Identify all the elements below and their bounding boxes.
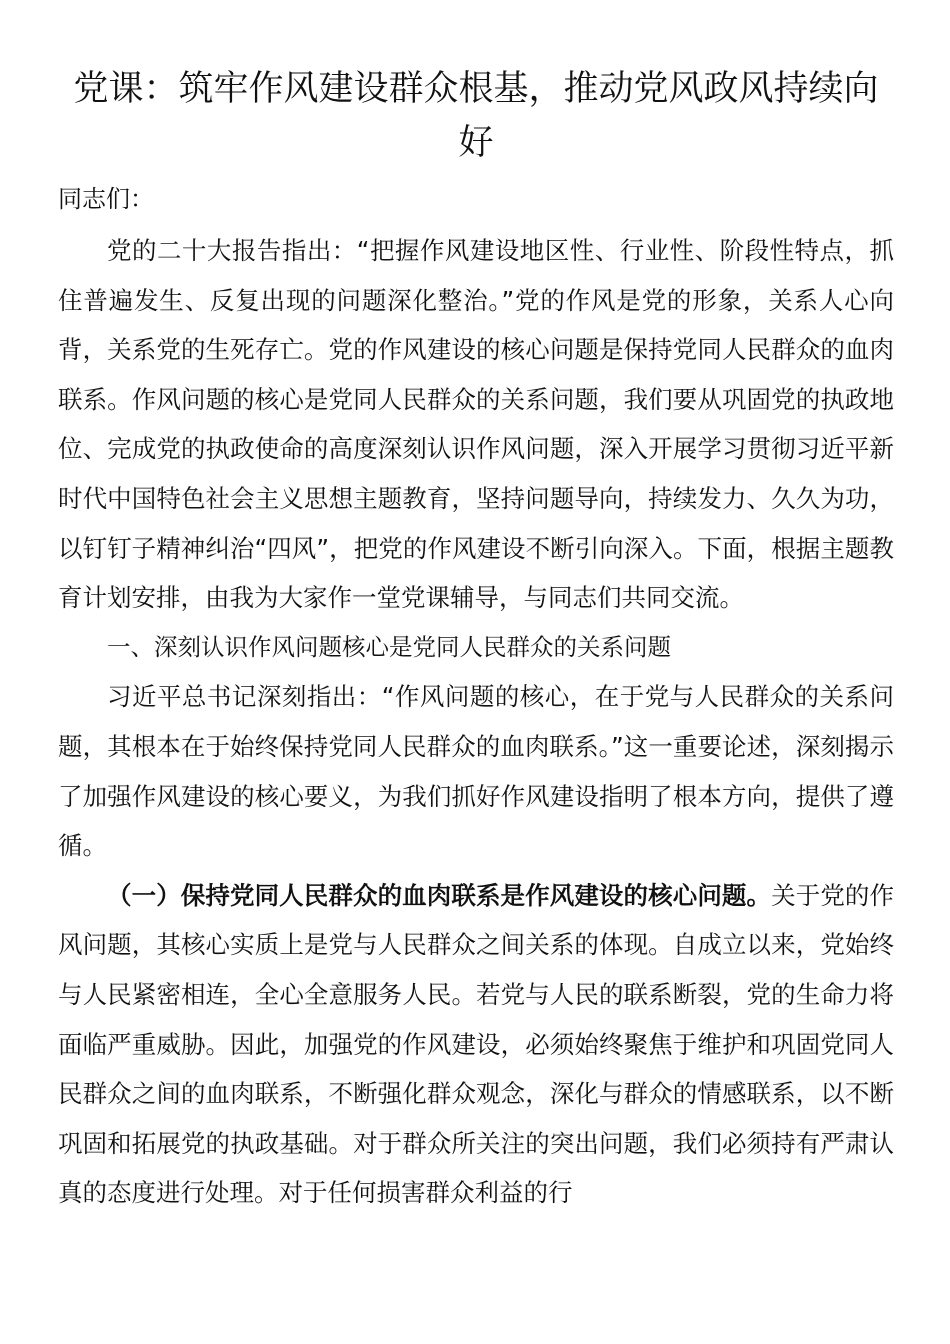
subsection-1-text: 关于党的作风问题，其核心实质上是党与人民群众之间关系的体现。自成立以来，党始终与人民紧密相连，全心全意服务人民。若党与人民的联系断裂，党的生命力将面临严重威胁。因此，加强党的作风建设，必须始终聚焦于维护和巩固党同人民群众之间的血肉联系，不断强化群众观念，深化与群众的情感联系，以不断巩固和拓展党的执政基础。对于群众所关注的突出问题，我们必须持有严肃认真的态度进行处理。对于任何损害群众利益的行 bbox=[58, 880, 895, 1208]
document-title: 党课：筑牢作风建设群众根基，推动党风政风持续向好 bbox=[73, 69, 879, 163]
salutation: 同志们： bbox=[58, 185, 154, 213]
document-page bbox=[58, 62, 894, 1218]
subsection-1-lead: （一）保持党同人民群众的血肉联系是作风建设的核心问题。 bbox=[107, 880, 772, 910]
section-1-heading: 一、深刻认识作风问题核心是党同人民群众的关系问题 bbox=[107, 632, 671, 661]
subsection-1-paragraph bbox=[58, 871, 894, 1218]
section-1-paragraph: 习近平总书记深刻指出：“作风问题的核心，在于党与人民群众的关系问题，其根本在于始终保持党同人民群众的血肉联系。”这一重要论述，深刻揭示了加强作风建设的核心要义，为我们抓好作风建设指明了根本方向，提供了遵循。 bbox=[58, 682, 894, 861]
intro-paragraph: 党的二十大报告指出：“把握作风建设地区性、行业性、阶段性特点，抓住普遍发生、反复出现的问题深化整治。”党的作风是党的形象，关系人心向背，关系党的生死存亡。党的作风建设的核心问题是保持党同人民群众的血肉联系。作风问题的核心是党同人民群众的关系问题，我们要从巩固党的执政地位、完成党的执政使命的高度深刻认识作风问题，深入开展学习贯彻习近平新时代中国特色社会主义思想主题教育，坚持问题导向，持续发力、久久为功，以钉钉子精神纠治“四风”，把党的作风建设不断引向深入。下面，根据主题教育计划安排，由我为大家作一堂党课辅导，与同志们共同交流。 bbox=[58, 236, 894, 613]
